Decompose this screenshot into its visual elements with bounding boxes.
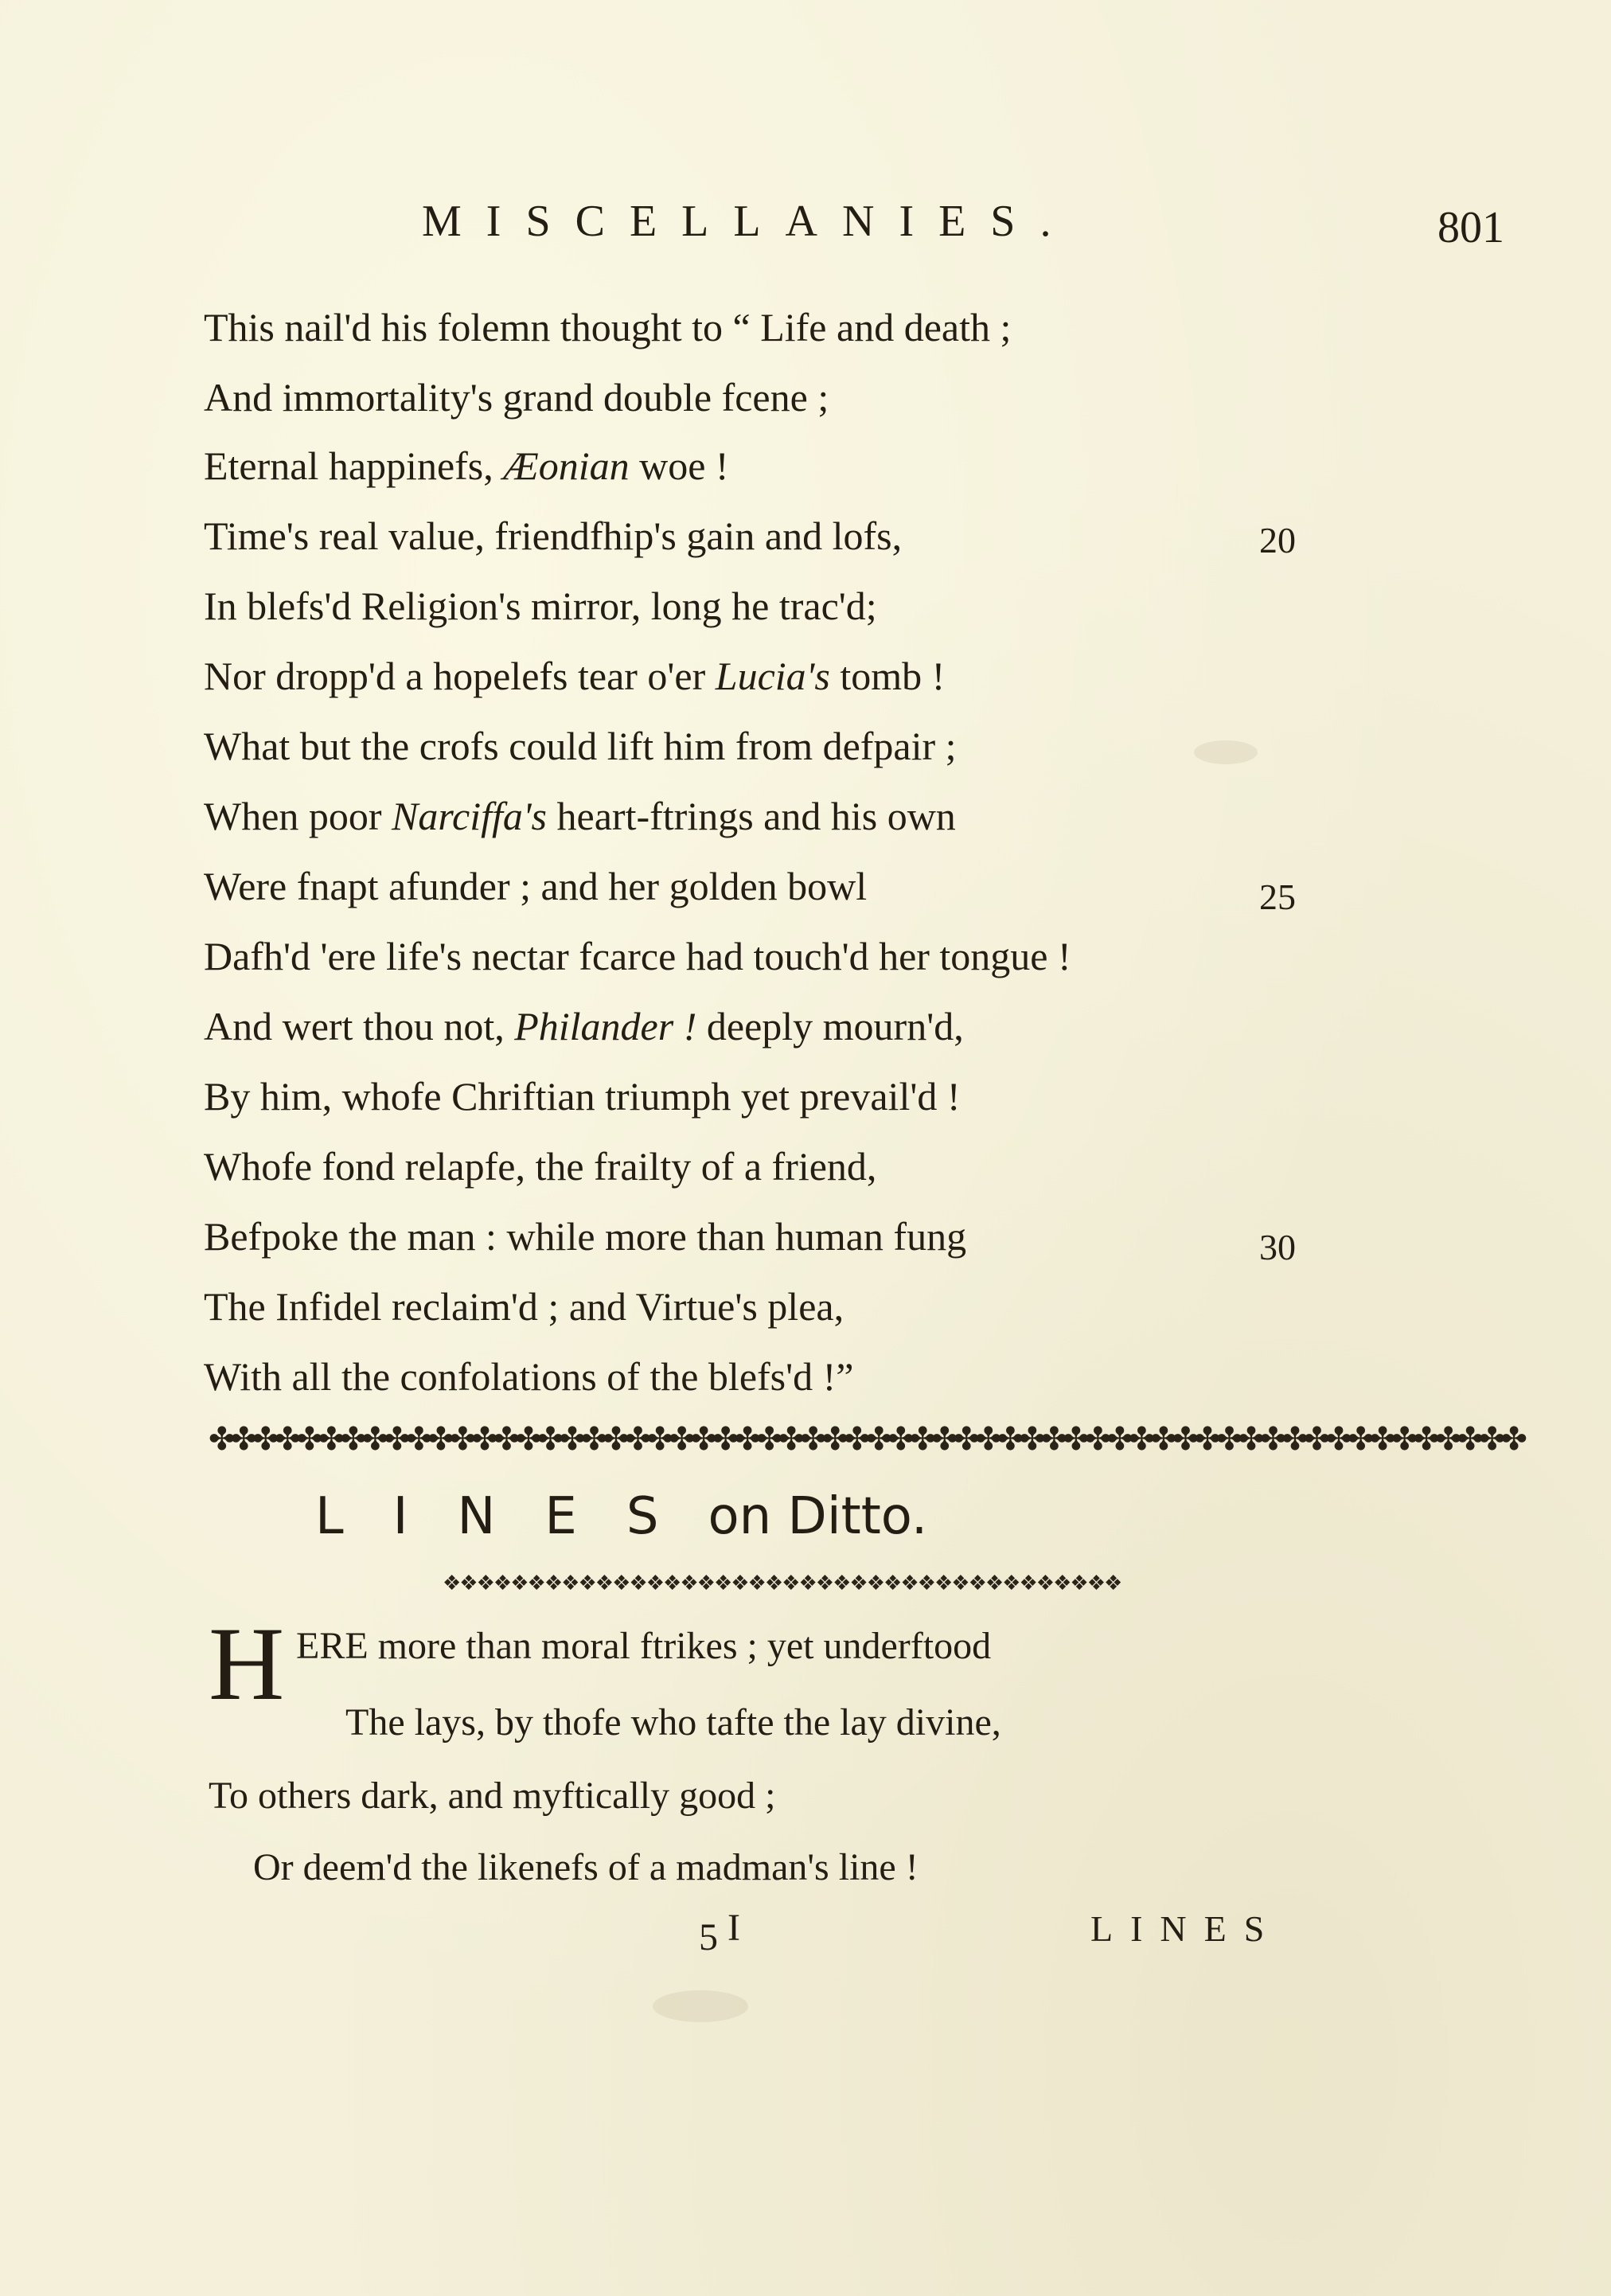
paper-stain [653,1990,748,2022]
verse-line: Nor dropp'd a hopelefs tear o'er Lucia's tomb ! [204,654,946,698]
drop-cap: H [209,1605,285,1722]
verse-line: The lays, by thofe who tafte the lay divine, [345,1701,1001,1743]
verse-line: The Infidel reclaim'd ; and Virtue's plea, [204,1284,845,1329]
verse-line: Whofe fond relapfe, the frailty of a friend, [204,1144,877,1189]
verse-line: This nail'd his folemn thought to “ Life and death ; [204,305,1012,349]
verse-line: Befpoke the man : while more than human fung [204,1214,967,1259]
verse-line: Dafh'd 'ere life's nectar fcarce had touch'd her tongue ! [204,934,1071,978]
verse-line: By him, whofe Chriftian triumph yet prevail'd ! [204,1074,961,1119]
verse-line: What but the crofs could lift him from defpair ; [204,724,957,768]
line-number: 25 [1259,877,1296,917]
running-title: MISCELLANIES. [422,197,1076,246]
verse-line: ERE more than moral ftrikes ; yet underftood [296,1625,992,1667]
verse-line: To others dark, and myftically good ; [209,1775,776,1817]
line-number: 30 [1259,1227,1296,1267]
verse-line: With all the confolations of the blefs'd !” [204,1354,854,1399]
line-number: 20 [1259,520,1296,560]
printers-ornament-band: ✤✤✤✤✤✤✤✤✤✤✤✤✤✤✤✤✤✤✤✤✤✤✤✤✤✤✤✤✤✤✤✤✤✤✤✤✤✤✤✤✤✤✤✤✤✤✤✤✤✤✤✤✤✤✤✤✤✤✤✤ [209,1421,1523,1457]
catchword: LINES [1090,1908,1282,1949]
page-number: 801 [1437,203,1504,252]
verse-line: In blefs'd Religion's mirror, long he trac'd; [204,584,877,628]
verse-line: And wert thou not, Philander ! deeply mourn'd, [204,1004,964,1048]
italic-word: Philander ! [514,1004,697,1048]
verse-line: Time's real value, friendfhip's gain and lofs, [204,513,903,558]
section-title: LINESon Ditto. [315,1487,928,1546]
verse-line: Or deem'd the likenefs of a madman's line ! [253,1846,919,1888]
verse-line: Eternal happinefs, Æonian woe ! [204,443,729,488]
italic-word: Narciffa's [392,794,548,838]
signature-mark: 5 I [699,1907,740,1958]
verse-line: When poor Narciffa's heart-ftrings and his own [204,794,956,838]
italic-word: Æonian [503,443,630,488]
verse-line: Were fnapt afunder ; and her golden bowl [204,864,868,908]
printers-ornament-band: ❖❖❖❖❖❖❖❖❖❖❖❖❖❖❖❖❖❖❖❖❖❖❖❖❖❖❖❖❖❖❖❖❖❖❖❖❖❖❖❖ [443,1572,1121,1595]
paper-stain [1194,740,1258,764]
verse-line: And immortality's grand double fcene ; [204,375,829,420]
italic-word: Lucia's [715,654,830,698]
